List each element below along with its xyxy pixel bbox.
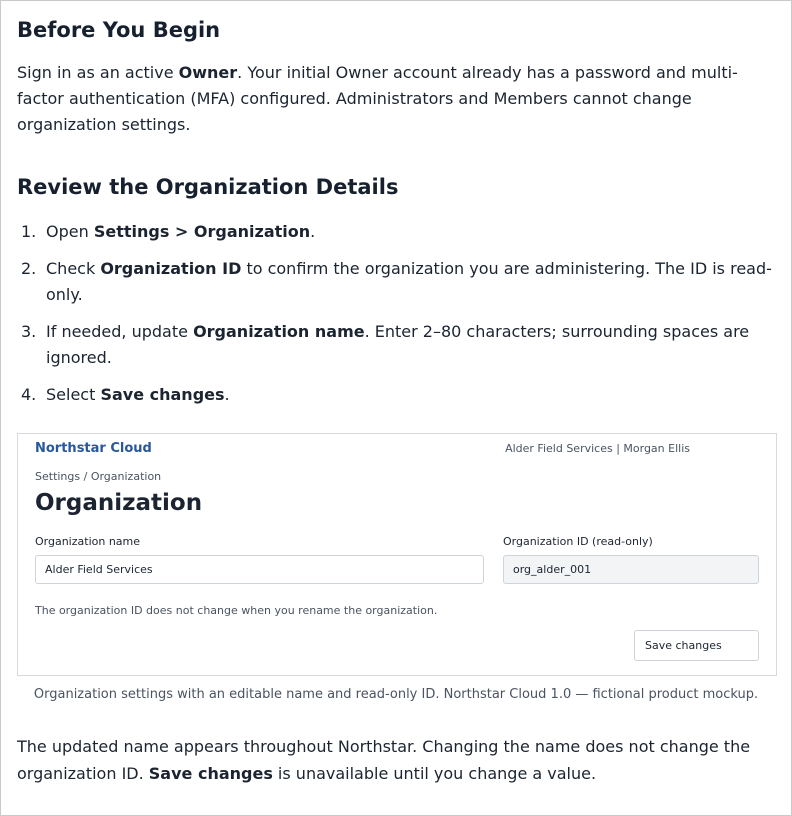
step-text: Check — [46, 259, 101, 278]
step-text: Open — [46, 222, 94, 241]
heading-review-organization: Review the Organization Details — [17, 175, 399, 199]
step-number: 1. — [21, 222, 37, 241]
settings-mockup — [17, 433, 777, 676]
account-info[interactable]: Alder Field Services | Morgan Ellis — [505, 442, 690, 455]
step-text: to confirm the organization you are administering. The ID is read-only. — [46, 259, 772, 304]
organization-name-input[interactable]: Alder Field Services — [35, 555, 484, 584]
step-item — [17, 256, 777, 308]
step-text: . Enter 2–80 characters; surrounding spaces are ignored. — [46, 322, 750, 367]
brand-logo-text[interactable]: Northstar Cloud — [35, 441, 152, 456]
heading-before-you-begin: Before You Begin — [17, 18, 221, 42]
step-number: 2. — [21, 259, 37, 278]
closing-bold: Save changes — [148, 764, 273, 783]
organization-id-field: org_alder_001 — [503, 555, 759, 584]
step-bold: Save changes — [100, 385, 225, 404]
closing-paragraph — [17, 733, 777, 787]
step-bold: Settings > Organization — [93, 222, 311, 241]
step-text: . — [310, 222, 316, 241]
organization-name-label: Organization name — [35, 535, 141, 548]
steps-list — [17, 219, 777, 419]
step-number: 3. — [21, 322, 37, 341]
step-bold: Organization ID — [100, 259, 242, 278]
intro-paragraph — [17, 60, 767, 138]
intro-owner-bold: Owner — [178, 63, 238, 82]
page-title: Organization — [35, 490, 203, 516]
organization-id-label: Organization ID (read-only) — [503, 535, 653, 548]
step-text: . — [224, 385, 230, 404]
step-text: Select — [46, 385, 101, 404]
save-changes-button[interactable]: Save changes — [634, 630, 759, 661]
step-text: If needed, update — [46, 322, 194, 341]
step-number: 4. — [21, 385, 37, 404]
step-item — [17, 219, 777, 245]
intro-text-post: . Your initial Owner account already has a password and multi-factor authentication (MFA) configured. Administrators and Members cannot change organization settings. — [17, 63, 738, 134]
breadcrumb: Settings / Organization — [35, 470, 162, 483]
step-bold: Organization name — [193, 322, 365, 341]
closing-text-post: is unavailable until you change a value. — [272, 764, 597, 783]
helper-note: The organization ID does not change when you rename the organization. — [35, 604, 438, 617]
step-item — [17, 319, 777, 371]
intro-text-pre: Sign in as an active — [17, 63, 179, 82]
step-item — [17, 382, 777, 408]
closing-text-pre: The updated name appears throughout Northstar. Changing the name does not change the organization ID. — [17, 737, 751, 783]
figure-caption: Organization settings with an editable name and read-only ID. Northstar Cloud 1.0 — fictional product mockup. — [33, 687, 759, 702]
